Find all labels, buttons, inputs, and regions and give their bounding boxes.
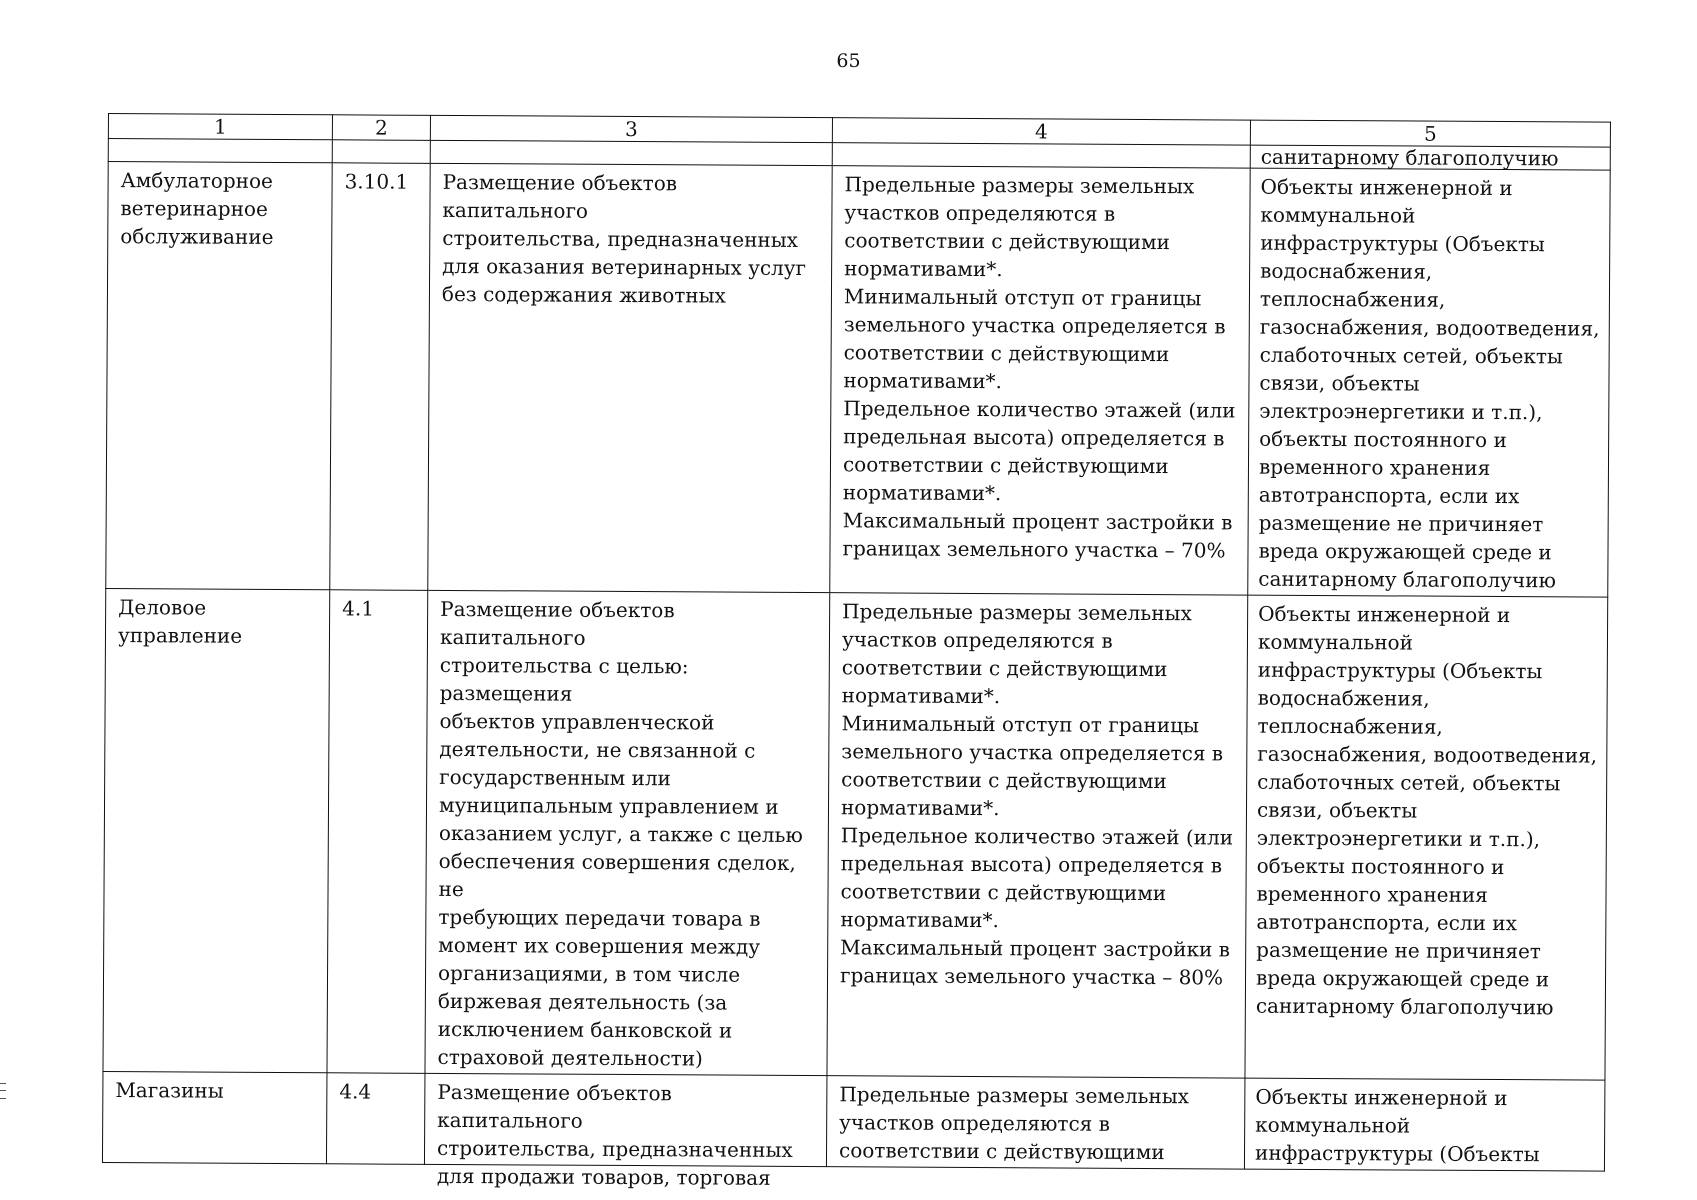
table-cell (826, 1076, 1245, 1169)
column-header: 3 (430, 115, 832, 142)
table-cell (424, 1073, 827, 1190)
use-type-code: 3.10.1 (330, 163, 430, 591)
use-type-description: Размещение объектов капитального строительства, предназначенных для продажи товаров, торговая (436, 1079, 793, 1190)
table-row (103, 588, 1608, 1080)
page-number: 65 (836, 50, 861, 72)
use-type-name: Амбулаторное ветеринарное обслуживание (106, 162, 332, 590)
use-type-code: 4.1 (327, 590, 428, 1074)
column-header: 1 (108, 114, 332, 140)
auxiliary-uses: Объекты инженерной и коммунальной инфраструктуры (Объекты (1254, 1084, 1540, 1167)
table-cell (430, 140, 832, 165)
building-parameters: Предельные размеры земельных участков определяются в соответствии с действующими нормативами*. Минимальный отступ от границы земельного участка определяется в соответствии с действующими нормативами*. Предельное количество этажей (или предельная высота) определяется в соответствии с действующими нормативами*. Максимальный процент застройки в границах земельного участка – 70% (830, 166, 1250, 595)
table-cell (832, 143, 1250, 168)
use-type-description: Размещение объектов капитального строительства с целью: размещения объектов управленческой деятельности, не связанной с государственным или муниципальным управлением и оказанием услуг, а также с целью обеспечения совершения сделок, не требующих передачи товара в момент их совершения между организациями, в том числе биржевая деятельность (за исключением банковской и страховой деятельности) (425, 590, 830, 1075)
use-type-code: 4.4 (326, 1073, 425, 1165)
use-type-name: Магазины (102, 1071, 327, 1163)
column-header: 5 (1250, 120, 1610, 147)
use-type-name: Деловое управление (103, 588, 330, 1072)
column-header: 2 (332, 115, 430, 141)
margin-mark (0, 1083, 6, 1099)
use-type-description: Размещение объектов капитального строительства, предназначенных для оказания ветеринарных услуг без содержания животных (428, 163, 832, 592)
continuation-text: санитарному благополучию (1250, 145, 1610, 170)
auxiliary-uses: Объекты инженерной и коммунальной инфраструктуры (Объекты водоснабжения, теплоснабжения, газоснабжения, водоотведения, слаботочных сетей, объекты связи, объекты электроэнергетики и т.п.), объекты постоянного и временного хранения автотранспорта, если их размещение не причиняет вреда окружающей среде и санитарному благополучию (1248, 168, 1610, 597)
table-row (106, 162, 1610, 598)
table-cell (1244, 1078, 1605, 1171)
column-header: 4 (832, 118, 1250, 145)
table-row (102, 1071, 1604, 1171)
table-cell (332, 140, 430, 164)
building-parameters: Предельные размеры земельных участков определяются в соответствии с действующими нормативами*. Минимальный отступ от границы земельного участка определяется в соответствии с действующими нормативами*. Предельное количество этажей (или предельная высота) определяется в соответствии с действующими нормативами*. Максимальный процент застройки в границах земельного участка – 80% (827, 593, 1248, 1078)
auxiliary-uses: Объекты инженерной и коммунальной инфраструктуры (Объекты водоснабжения, теплоснабжения, газоснабжения, водоотведения, слаботочных сетей, объекты связи, объекты электроэнергетики и т.п.), объекты постоянного и временного хранения автотранспорта, если их размещение не причиняет вреда окружающей среде и санитарному благополучию (1245, 595, 1608, 1080)
building-parameters: Предельные размеры земельных участков определяются в соответствии с действующими (838, 1082, 1190, 1165)
land-use-table (102, 113, 1611, 1190)
table-cell (108, 139, 332, 163)
